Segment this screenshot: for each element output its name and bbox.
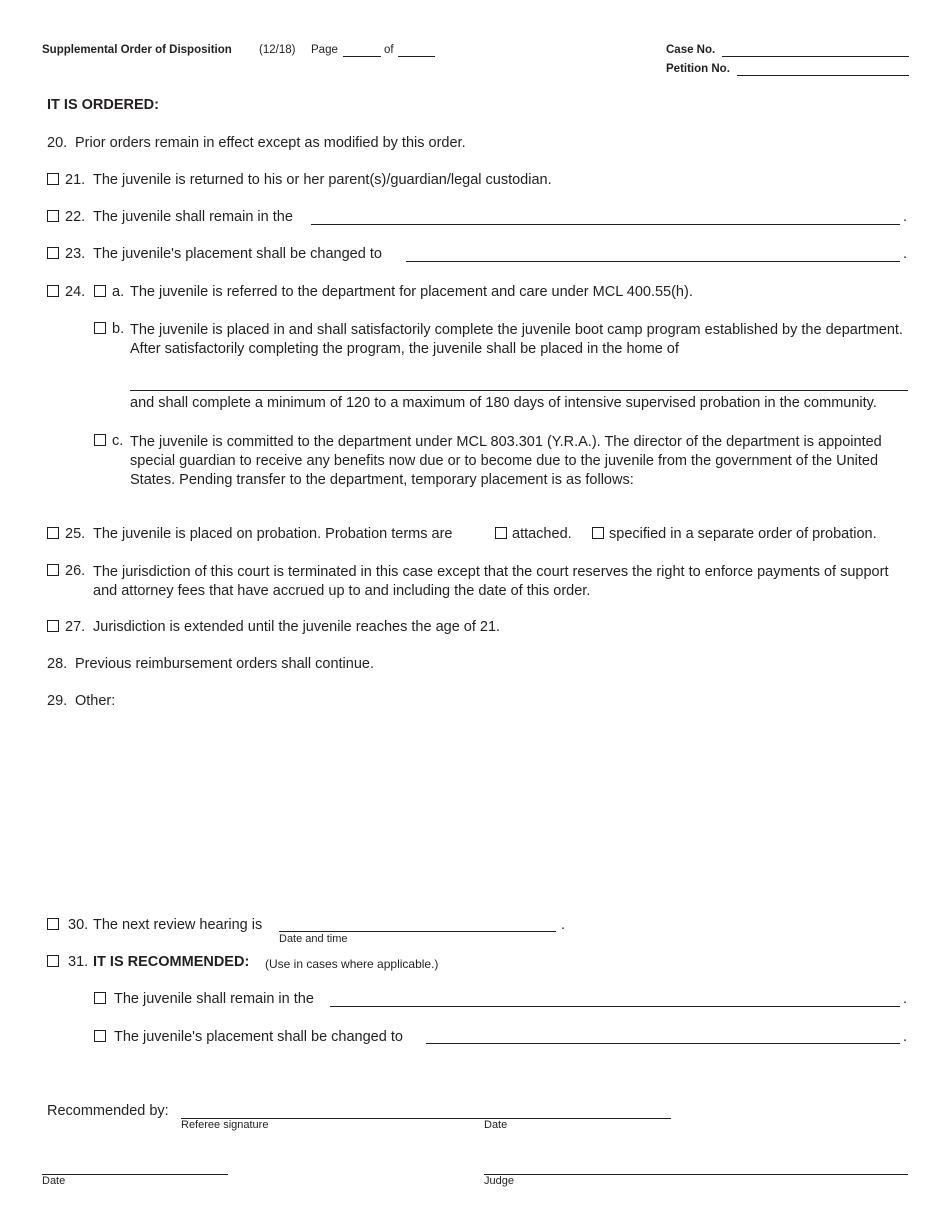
case-no-label: Case No. — [666, 44, 716, 56]
form-title: Supplemental Order of Disposition — [42, 44, 232, 56]
item-26-text: The jurisdiction of this court is terminated in this case except that the court reserves the right to enforce payments of support and attorney fees that have accrued up to and including the date of this order. — [93, 564, 889, 599]
petition-no-label: Petition No. — [666, 63, 730, 75]
recommended-by-label: Recommended by: — [47, 1103, 169, 1119]
item-24b-home-field[interactable] — [130, 390, 908, 391]
item-24b-checkbox[interactable] — [94, 322, 106, 334]
petition-no-field[interactable] — [737, 75, 909, 76]
item-31-changed-checkbox[interactable] — [94, 1030, 106, 1042]
item-31-note: (Use in cases where applicable.) — [265, 957, 439, 971]
judge-signature-field[interactable] — [484, 1174, 908, 1175]
item-31-number: 31. — [68, 954, 89, 970]
judge-date-field[interactable] — [42, 1174, 228, 1175]
ordered-heading: IT IS ORDERED: — [47, 97, 159, 113]
page-label: Page — [311, 44, 338, 56]
item-22-checkbox[interactable] — [47, 210, 59, 222]
page-number-field[interactable] — [343, 56, 381, 57]
item-25-separate-order-checkbox[interactable] — [592, 527, 604, 539]
item-31-checkbox[interactable] — [47, 955, 59, 967]
item-24-number: 24. — [65, 284, 86, 300]
item-23-placement-field[interactable] — [406, 261, 900, 262]
item-25-attached-label: attached. — [512, 526, 572, 542]
item-23-number: 23. — [65, 246, 86, 262]
item-31-remain-text: The juvenile shall remain in the — [114, 991, 314, 1007]
item-22-number: 22. — [65, 209, 86, 225]
item-21-number: 21. — [65, 172, 86, 188]
item-31-remain-field[interactable] — [330, 1006, 900, 1007]
item-30-checkbox[interactable] — [47, 918, 59, 930]
item-26-number: 26. — [65, 563, 86, 579]
item-21-text: The juvenile is returned to his or her parent(s)/guardian/legal custodian. — [93, 172, 552, 188]
item-24b-text: The juvenile is placed in and shall satisfactorily complete the juvenile boot camp program established by the department. After satisfactorily completing the program, the juvenile shall be placed in the home of — [130, 322, 903, 357]
item-20-text: Prior orders remain in effect except as modified by this order. — [75, 135, 466, 151]
judge-caption: Judge — [484, 1175, 514, 1187]
item-22-text: The juvenile shall remain in the — [93, 209, 293, 225]
item-28-number: 28. — [47, 656, 68, 672]
item-31-changed-text: The juvenile's placement shall be changed to — [114, 1029, 403, 1045]
item-25-attached-checkbox[interactable] — [495, 527, 507, 539]
item-24-checkbox[interactable] — [47, 285, 59, 297]
item-27-number: 27. — [65, 619, 86, 635]
case-no-field[interactable] — [722, 56, 909, 57]
item-23-period: . — [903, 246, 908, 262]
item-31-changed-period: . — [903, 1029, 908, 1045]
item-22-period: . — [903, 209, 908, 225]
item-27-checkbox[interactable] — [47, 620, 59, 632]
referee-signature-caption: Referee signature — [181, 1119, 269, 1131]
item-31-remain-period: . — [903, 991, 908, 1007]
item-26-checkbox[interactable] — [47, 564, 59, 576]
item-31-heading: IT IS RECOMMENDED: — [93, 954, 250, 970]
item-24a-checkbox[interactable] — [94, 285, 106, 297]
item-25-separate-order-label: specified in a separate order of probation. — [609, 526, 877, 542]
item-30-number: 30. — [68, 917, 89, 933]
item-22-placement-field[interactable] — [311, 224, 900, 225]
item-24a-letter: a. — [112, 284, 125, 300]
item-28-text: Previous reimbursement orders shall continue. — [75, 656, 374, 672]
item-24b-text-continued: and shall complete a minimum of 120 to a maximum of 180 days of intensive supervised probation in the community. — [130, 395, 877, 411]
judge-date-caption: Date — [42, 1175, 66, 1187]
item-27-text: Jurisdiction is extended until the juvenile reaches the age of 21. — [93, 619, 501, 635]
page-total-field[interactable] — [398, 56, 435, 57]
item-25-checkbox[interactable] — [47, 527, 59, 539]
item-23-checkbox[interactable] — [47, 247, 59, 259]
item-24c-checkbox[interactable] — [94, 434, 106, 446]
item-24c-text: The juvenile is committed to the department under MCL 803.301 (Y.R.A.). The director of the department is appointed special guardian to receive any benefits now due or to become due to the juvenile from the government of the United States. Pending transfer to the department, temporary placement is as follows: — [130, 434, 882, 488]
item-20-number: 20. — [47, 135, 68, 151]
referee-date-caption: Date — [484, 1119, 508, 1131]
item-25-number: 25. — [65, 526, 86, 542]
item-25-text: The juvenile is placed on probation. Probation terms are — [93, 526, 453, 542]
item-30-period: . — [561, 917, 566, 933]
item-29-other-area[interactable] — [75, 713, 905, 893]
item-30-caption: Date and time — [279, 933, 348, 945]
item-24c-letter: c. — [112, 433, 124, 449]
item-29-text: Other: — [75, 693, 116, 709]
item-31-remain-checkbox[interactable] — [94, 992, 106, 1004]
form-code: (12/18) — [259, 44, 296, 56]
item-30-text: The next review hearing is — [93, 917, 263, 933]
item-23-text: The juvenile's placement shall be changed to — [93, 246, 382, 262]
item-31-changed-field[interactable] — [426, 1043, 900, 1044]
item-21-checkbox[interactable] — [47, 173, 59, 185]
item-24a-text: The juvenile is referred to the department for placement and care under MCL 400.55(h). — [130, 284, 693, 300]
item-24b-letter: b. — [112, 321, 125, 337]
item-30-date-time-field[interactable] — [279, 931, 556, 932]
of-label: of — [384, 44, 394, 56]
item-29-number: 29. — [47, 693, 68, 709]
